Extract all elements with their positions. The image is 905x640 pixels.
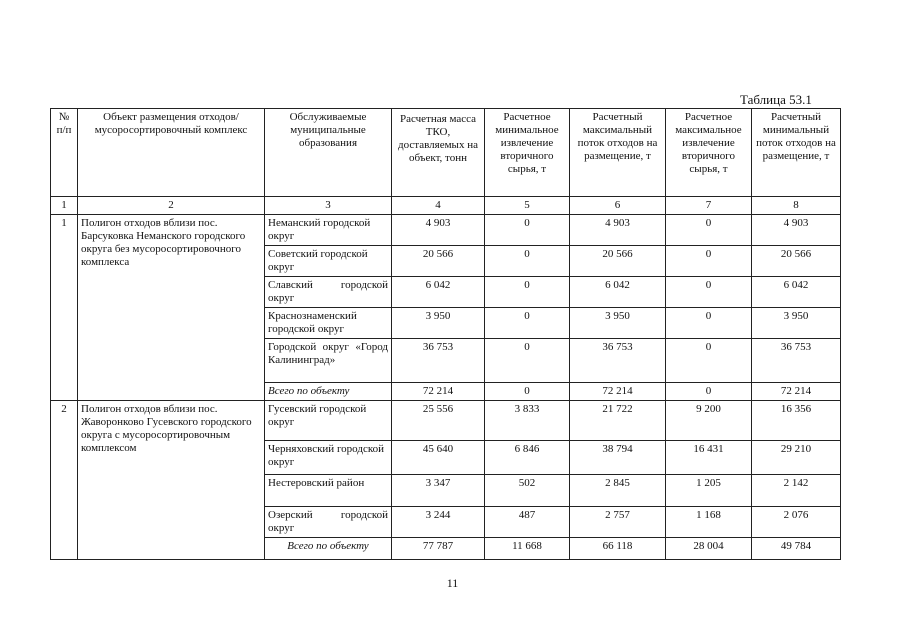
min-extraction-cell: 3 833 (485, 401, 570, 441)
max-flow-cell: 36 753 (570, 339, 666, 383)
min-extraction-cell: 487 (485, 507, 570, 538)
mass-cell: 72 214 (392, 383, 485, 401)
col-header-municipality: Обслуживаемые муниципальные образования (265, 109, 392, 197)
max-flow-cell: 4 903 (570, 215, 666, 246)
column-number: 1 (51, 197, 78, 215)
max-extraction-cell: 16 431 (666, 441, 752, 475)
col-header-no: № п/п (51, 109, 78, 197)
total-label: Всего по объекту (265, 383, 392, 401)
group-number: 1 (51, 215, 78, 401)
max-flow-cell: 66 118 (570, 538, 666, 560)
col-header-mass: Расчетная масса ТКО, доставляемых на объект, тонн (392, 109, 485, 197)
max-extraction-cell: 0 (666, 339, 752, 383)
mass-cell: 3 347 (392, 475, 485, 507)
mass-cell: 20 566 (392, 246, 485, 277)
min-flow-cell: 2 076 (752, 507, 841, 538)
max-flow-cell: 2 845 (570, 475, 666, 507)
min-flow-cell: 2 142 (752, 475, 841, 507)
min-extraction-cell: 502 (485, 475, 570, 507)
column-number: 7 (666, 197, 752, 215)
min-extraction-cell: 0 (485, 383, 570, 401)
table-row (51, 401, 841, 441)
col-header-max-flow: Расчетный максимальный поток отходов на размещение, т (570, 109, 666, 197)
min-extraction-cell: 0 (485, 277, 570, 308)
municipality-cell: Советский городской округ (265, 246, 392, 277)
object-name: Полигон отходов вблизи пос. Жаворонково Гусевского городского округа с мусоросортировочным комплексом (78, 401, 265, 560)
col-header-max-extraction: Расчетное максимальное извлечение вторичного сырья, т (666, 109, 752, 197)
mass-cell: 4 903 (392, 215, 485, 246)
min-extraction-cell: 0 (485, 308, 570, 339)
max-extraction-cell: 0 (666, 246, 752, 277)
object-name: Полигон отходов вблизи пос. Барсуковка Неманского городского округа без мусоросортировочного комплекса (78, 215, 265, 401)
min-extraction-cell: 11 668 (485, 538, 570, 560)
max-extraction-cell: 1 205 (666, 475, 752, 507)
min-extraction-cell: 0 (485, 215, 570, 246)
max-extraction-cell: 1 168 (666, 507, 752, 538)
header-row (51, 109, 841, 197)
column-number: 5 (485, 197, 570, 215)
max-flow-cell: 72 214 (570, 383, 666, 401)
table-caption: Таблица 53.1 (740, 92, 812, 107)
min-flow-cell: 16 356 (752, 401, 841, 441)
min-flow-cell: 36 753 (752, 339, 841, 383)
mass-cell: 77 787 (392, 538, 485, 560)
mass-cell: 25 556 (392, 401, 485, 441)
column-number-row (51, 197, 841, 215)
mass-cell: 45 640 (392, 441, 485, 475)
max-extraction-cell: 0 (666, 383, 752, 401)
waste-table (50, 108, 841, 560)
municipality-cell: Славский городской округ (265, 277, 392, 308)
max-extraction-cell: 28 004 (666, 538, 752, 560)
municipality-cell: Краснознаменский городской округ (265, 308, 392, 339)
municipality-cell: Озерский городской округ (265, 507, 392, 538)
mass-cell: 6 042 (392, 277, 485, 308)
col-header-object: Объект размещения отходов/ мусоросортировочный комплекс (78, 109, 265, 197)
max-extraction-cell: 0 (666, 277, 752, 308)
total-label: Всего по объекту (265, 538, 392, 560)
group-number: 2 (51, 401, 78, 560)
max-flow-cell: 21 722 (570, 401, 666, 441)
column-number: 2 (78, 197, 265, 215)
min-extraction-cell: 0 (485, 246, 570, 277)
max-flow-cell: 3 950 (570, 308, 666, 339)
min-flow-cell: 72 214 (752, 383, 841, 401)
max-flow-cell: 20 566 (570, 246, 666, 277)
mass-cell: 3 244 (392, 507, 485, 538)
column-number: 4 (392, 197, 485, 215)
max-extraction-cell: 0 (666, 215, 752, 246)
min-extraction-cell: 6 846 (485, 441, 570, 475)
municipality-cell: Городской округ «Город Калининград» (265, 339, 392, 383)
min-flow-cell: 4 903 (752, 215, 841, 246)
col-header-min-flow: Расчетный минимальный поток отходов на размещение, т (752, 109, 841, 197)
page-number: 11 (446, 576, 459, 590)
mass-cell: 3 950 (392, 308, 485, 339)
max-flow-cell: 2 757 (570, 507, 666, 538)
max-extraction-cell: 9 200 (666, 401, 752, 441)
max-flow-cell: 38 794 (570, 441, 666, 475)
municipality-cell: Неманский городской округ (265, 215, 392, 246)
max-extraction-cell: 0 (666, 308, 752, 339)
col-header-min-extraction: Расчетное минимальное извлечение вторичного сырья, т (485, 109, 570, 197)
min-flow-cell: 49 784 (752, 538, 841, 560)
min-flow-cell: 29 210 (752, 441, 841, 475)
municipality-cell: Нестеровский район (265, 475, 392, 507)
mass-cell: 36 753 (392, 339, 485, 383)
column-number: 6 (570, 197, 666, 215)
min-flow-cell: 3 950 (752, 308, 841, 339)
min-flow-cell: 20 566 (752, 246, 841, 277)
municipality-cell: Гусевский городской округ (265, 401, 392, 441)
min-extraction-cell: 0 (485, 339, 570, 383)
table-row (51, 215, 841, 246)
min-flow-cell: 6 042 (752, 277, 841, 308)
column-number: 8 (752, 197, 841, 215)
max-flow-cell: 6 042 (570, 277, 666, 308)
municipality-cell: Черняховский городской округ (265, 441, 392, 475)
column-number: 3 (265, 197, 392, 215)
